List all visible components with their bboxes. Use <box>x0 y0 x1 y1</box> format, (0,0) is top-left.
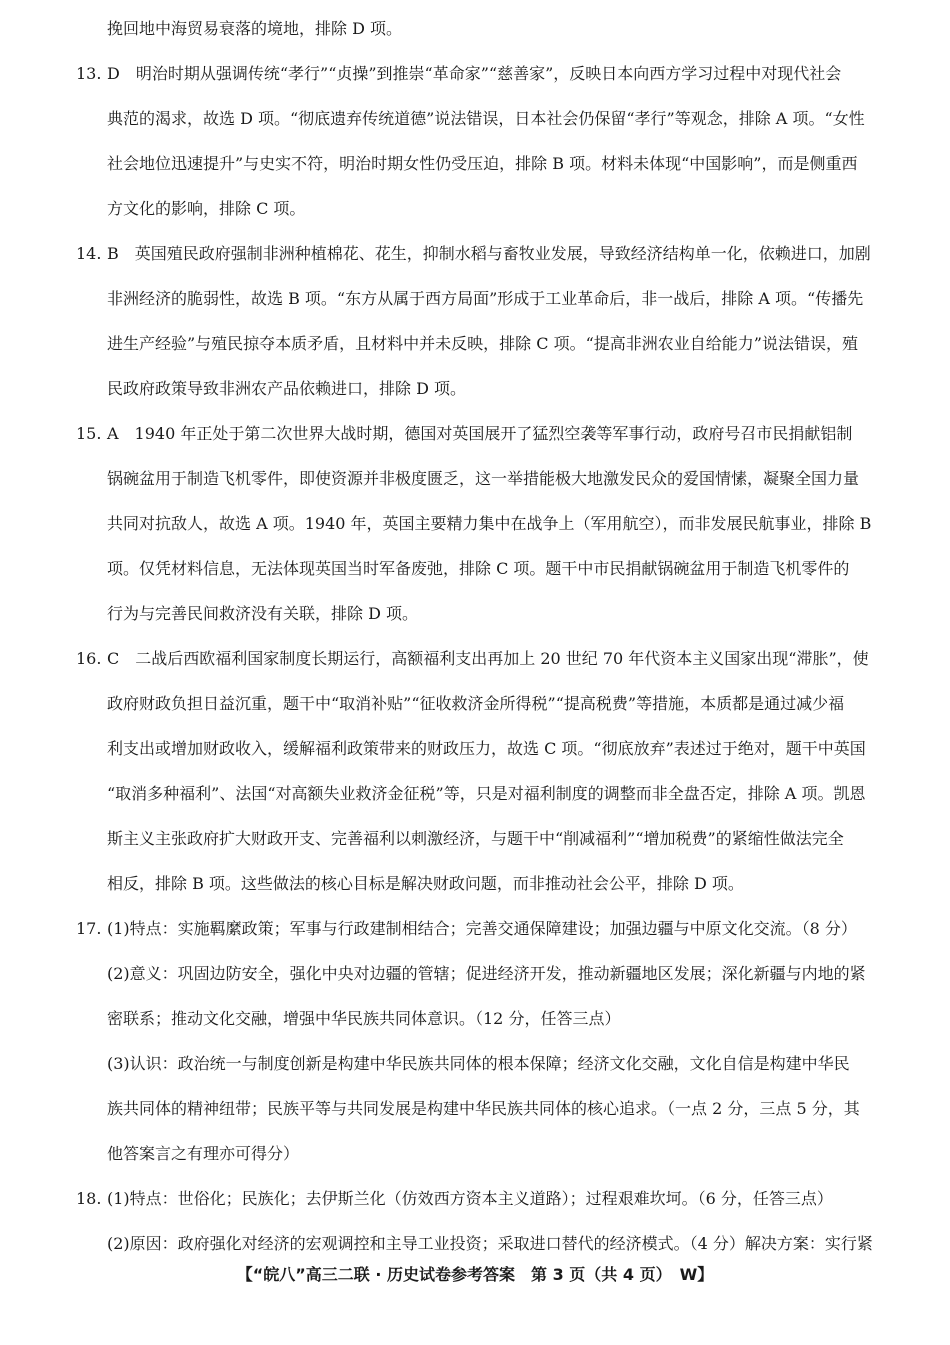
text-line <box>76 918 906 963</box>
text-line <box>76 1188 906 1233</box>
text-line <box>76 153 906 198</box>
line-text: B 英国殖民政府强制非洲种植棉花、花生，抑制水稻与畜牧业发展，导致经济结构单一化，依赖进口，加剧 <box>107 244 871 263</box>
text-line <box>76 108 906 153</box>
text-line <box>76 513 906 558</box>
text-line <box>76 378 906 423</box>
answer-text <box>76 18 906 1278</box>
text-line <box>76 648 906 693</box>
line-text: 进生产经验”与殖民掠夺本质矛盾，且材料中并未反映，排除 C 项。“提高非洲农业自给能力”说法错误，殖 <box>107 334 858 353</box>
line-text: 斯主义主张政府扩大财政开支、完善福利以刺激经济，与题干中“削减福利”“增加税费”的紧缩性做法完全 <box>107 829 844 848</box>
line-text: (2)意义：巩固边防安全，强化中央对边疆的管辖；促进经济开发，推动新疆地区发展；深化新疆与内地的紧 <box>107 964 866 983</box>
text-line <box>76 783 906 828</box>
line-text: A 1940 年正处于第二次世界大战时期，德国对英国展开了猛烈空袭等军事行动，政府号召市民捐献铝制 <box>107 424 853 443</box>
line-text: D 明治时期从强调传统“孝行”“贞操”到推崇“革命家”“慈善家”，反映日本向西方学习过程中对现代社会 <box>107 64 842 83</box>
line-text: 典范的渴求，故选 D 项。“彻底遗弃传统道德”说法错误，日本社会仍保留“孝行”等观念，排除 A 项。“女性 <box>107 109 865 128</box>
text-line <box>76 333 906 378</box>
text-line <box>76 243 906 288</box>
text-line <box>76 603 906 648</box>
line-text: 锅碗盆用于制造飞机零件，即使资源并非极度匮乏，这一举措能极大地激发民众的爱国情愫，凝聚全国力量 <box>107 469 860 488</box>
text-line <box>76 693 906 738</box>
text-line <box>76 1143 906 1188</box>
item-number: 14. <box>76 244 102 263</box>
line-text: 利支出或增加财政收入，缓解福利政策带来的财政压力，故选 C 项。“彻底放弃”表述过于绝对，题干中英国 <box>107 739 866 758</box>
line-text: 相反，排除 B 项。这些做法的核心目标是解决财政问题，而非推动社会公平，排除 D 项。 <box>107 874 744 893</box>
text-line <box>76 18 906 63</box>
page-footer: 【“皖八”高三二联 · 历史试卷参考答案 第 3 页（共 4 页） W】 <box>236 1265 714 1284</box>
line-text: 项。仅凭材料信息，无法体现英国当时军备废弛，排除 C 项。题干中市民捐献锅碗盆用于制造飞机零件的 <box>107 559 850 578</box>
text-line <box>76 1008 906 1053</box>
text-line <box>76 198 906 243</box>
line-text: 他答案言之有理亦可得分） <box>107 1144 300 1163</box>
line-text: 共同对抗敌人，故选 A 项。1940 年，英国主要精力集中在战争上（军用航空），而非发展民航事业，排除 B <box>107 514 872 533</box>
text-line <box>76 558 906 603</box>
item-number: 17. <box>76 919 102 938</box>
text-line <box>76 468 906 513</box>
text-line <box>76 963 906 1008</box>
line-text: 社会地位迅速提升”与史实不符，明治时期女性仍受压迫，排除 B 项。材料未体现“中国影响”，而是侧重西 <box>107 154 858 173</box>
line-text: (1)特点：世俗化；民族化；去伊斯兰化（仿效西方资本主义道路）；过程艰难坎坷。（6 分，任答三点） <box>107 1189 833 1208</box>
text-line <box>76 738 906 783</box>
line-text: 方文化的影响，排除 C 项。 <box>107 199 306 218</box>
text-line <box>76 423 906 468</box>
text-line <box>76 828 906 873</box>
item-number: 18. <box>76 1189 102 1208</box>
text-line <box>76 1053 906 1098</box>
line-text: (1)特点：实施羁縻政策；军事与行政建制相结合；完善交通保障建设；加强边疆与中原文化交流。（8 分） <box>107 919 857 938</box>
line-text: C 二战后西欧福利国家制度长期运行，高额福利支出再加上 20 世纪 70 年代资本主义国家出现“滞胀”，使 <box>107 649 869 668</box>
line-text: “取消多种福利”、法国“对高额失业救济金征税”等，只是对福利制度的调整而非全盘否定，排除 A 项。凯恩 <box>107 784 866 803</box>
line-text: (2)原因：政府强化对经济的宏观调控和主导工业投资；采取进口替代的经济模式。（4 分）解决方案：实行紧 <box>107 1234 873 1253</box>
line-text: 族共同体的精神纽带；民族平等与共同发展是构建中华民族共同体的核心追求。（一点 2 分，三点 5 分，其 <box>107 1099 860 1118</box>
text-line <box>76 288 906 333</box>
line-text: 非洲经济的脆弱性，故选 B 项。“东方从属于西方局面”形成于工业革命后，非一战后，排除 A 项。“传播先 <box>107 289 864 308</box>
item-number: 13. <box>76 64 102 83</box>
text-line <box>76 873 906 918</box>
item-number: 16. <box>76 649 102 668</box>
line-text: 行为与完善民间救济没有关联，排除 D 项。 <box>107 604 419 623</box>
line-text: (3)认识：政治统一与制度创新是构建中华民族共同体的根本保障；经济文化交融，文化自信是构建中华民 <box>107 1054 850 1073</box>
line-text: 政府财政负担日益沉重，题干中“取消补贴”“征收救济金所得税”“提高税费”等措施，本质都是通过减少福 <box>107 694 845 713</box>
line-text: 密联系；推动文化交融，增强中华民族共同体意识。（12 分，任答三点） <box>107 1009 621 1028</box>
text-line <box>76 63 906 108</box>
text-line <box>76 1098 906 1143</box>
line-text: 挽回地中海贸易衰落的境地，排除 D 项。 <box>107 19 403 38</box>
line-text: 民政府政策导致非洲农产品依赖进口，排除 D 项。 <box>107 379 467 398</box>
item-number: 15. <box>76 424 102 443</box>
